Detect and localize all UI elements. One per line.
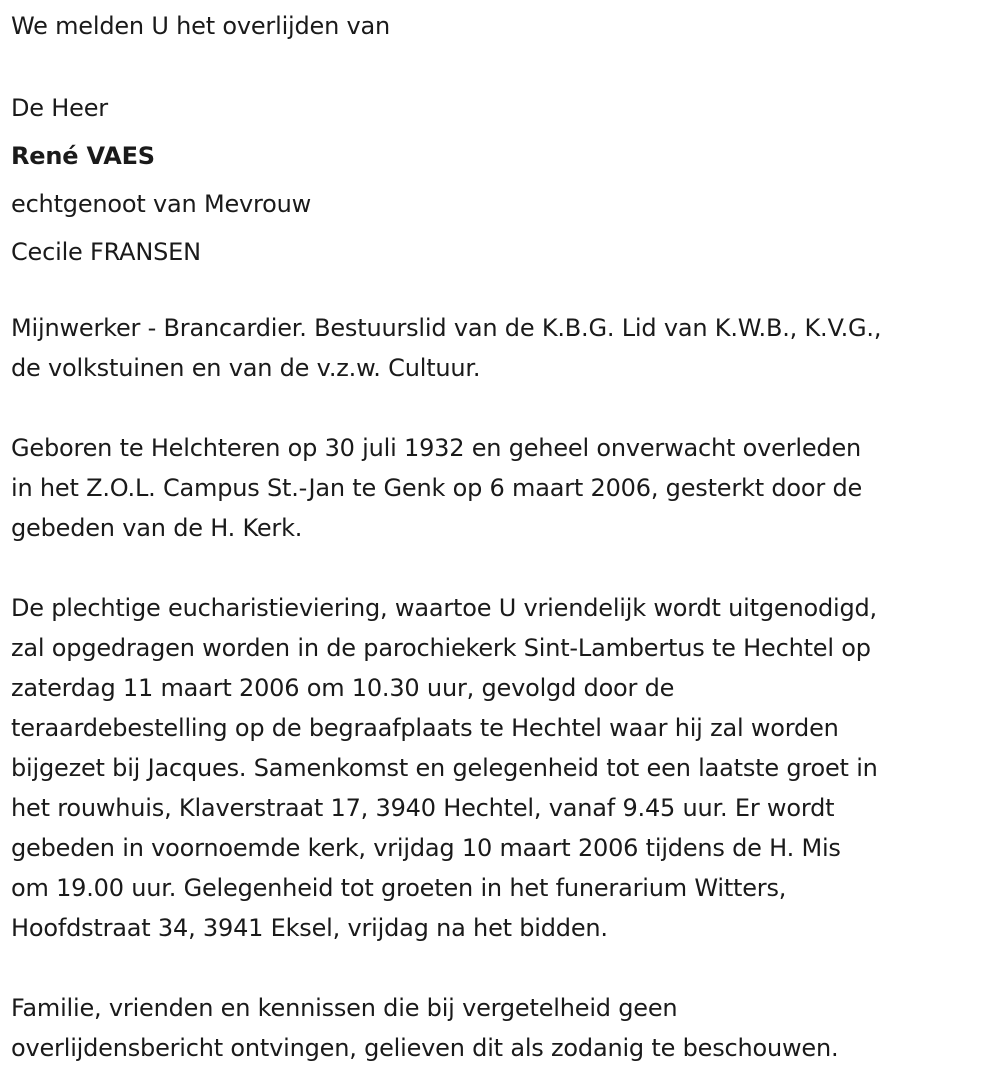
intro-text: We melden U het overlijden van: [11, 12, 391, 40]
paragraph-line: de volkstuinen en van de v.z.w. Cultuur.: [11, 354, 481, 382]
paragraph-line: teraardebestelling op de begraafplaats te Hechtel waar hij zal worden: [11, 714, 839, 742]
obituary-notice: [11, 0, 996, 1068]
paragraph-line: gebeden van de H. Kerk.: [11, 514, 303, 542]
paragraph-line: overlijdensbericht ontvingen, gelieven dit als zodanig te beschouwen.: [11, 1034, 839, 1062]
honorific: De Heer: [11, 94, 108, 122]
paragraph-line: om 19.00 uur. Gelegenheid tot groeten in het funerarium Witters,: [11, 874, 787, 902]
deceased-name: René VAES: [11, 142, 155, 170]
paragraph-funeral: [11, 588, 996, 948]
paragraph-line: het rouwhuis, Klaverstraat 17, 3940 Hechtel, vanaf 9.45 uur. Er wordt: [11, 794, 835, 822]
paragraph-line: De plechtige eucharistieviering, waartoe U vriendelijk wordt uitgenodigd,: [11, 594, 877, 622]
paragraph-line: Hoofdstraat 34, 3941 Eksel, vrijdag na het bidden.: [11, 914, 608, 942]
paragraph-line: Geboren te Helchteren op 30 juli 1932 en geheel onverwacht overleden: [11, 434, 862, 462]
paragraph-birth-death: [11, 428, 996, 548]
paragraph-occupation: [11, 308, 996, 388]
paragraph-line: zal opgedragen worden in de parochiekerk Sint-Lambertus te Hechtel op: [11, 634, 871, 662]
paragraph-line: Familie, vrienden en kennissen die bij vergetelheid geen: [11, 994, 678, 1022]
paragraph-line: zaterdag 11 maart 2006 om 10.30 uur, gevolgd door de: [11, 674, 675, 702]
paragraph-line: gebeden in voornoemde kerk, vrijdag 10 maart 2006 tijdens de H. Mis: [11, 834, 841, 862]
spouse-name: Cecile FRANSEN: [11, 238, 201, 266]
spouse-label: echtgenoot van Mevrouw: [11, 190, 312, 218]
paragraph-closing: [11, 988, 996, 1068]
paragraph-line: Mijnwerker - Brancardier. Bestuurslid van de K.B.G. Lid van K.W.B., K.V.G.,: [11, 314, 882, 342]
paragraph-line: bijgezet bij Jacques. Samenkomst en gelegenheid tot een laatste groet in: [11, 754, 878, 782]
paragraph-line: in het Z.O.L. Campus St.-Jan te Genk op 6 maart 2006, gesterkt door de: [11, 474, 863, 502]
deceased-block: [11, 84, 996, 276]
